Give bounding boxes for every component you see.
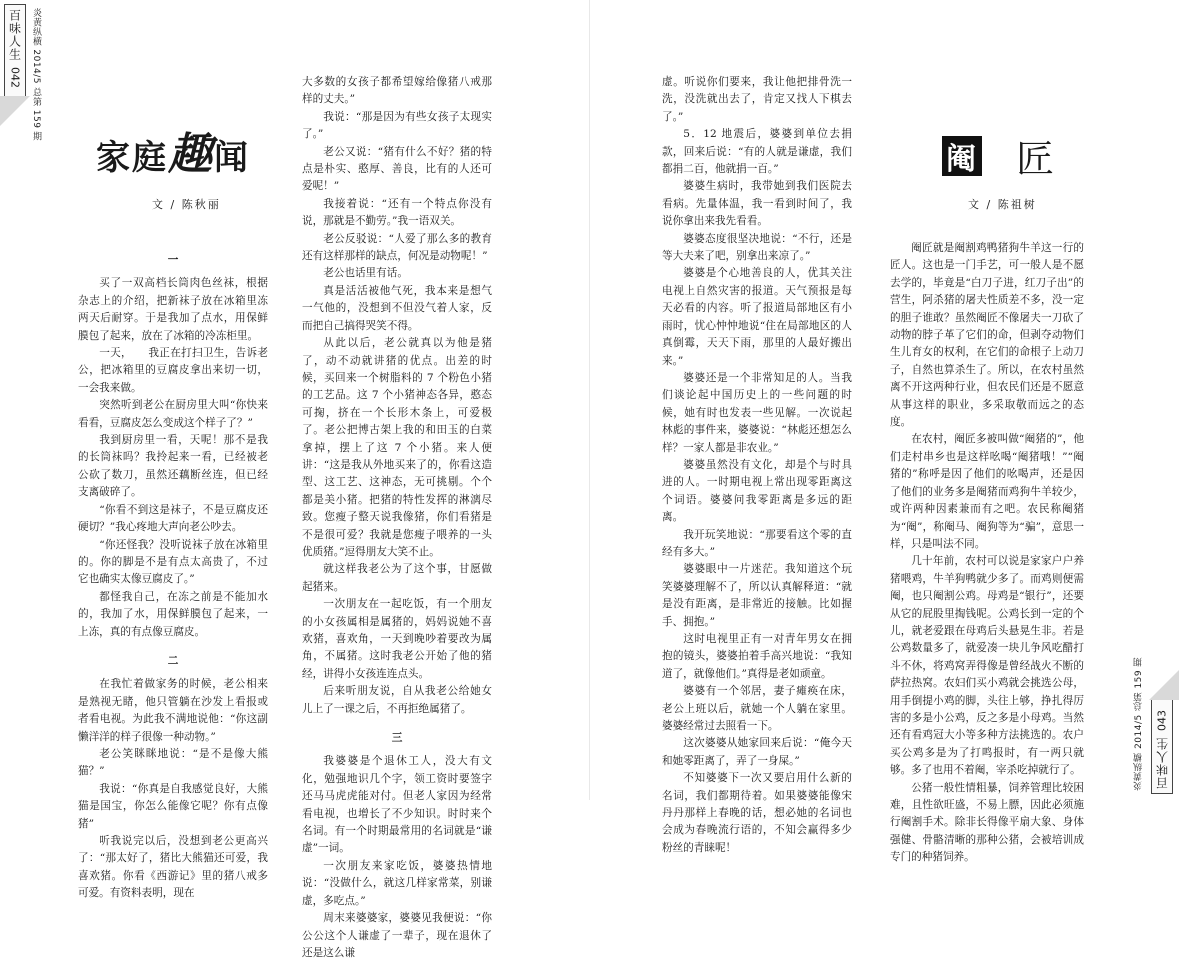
paragraph: 婆婆还是一个非常知足的人。当我们谈论起中国历史上的一些问题的时候，她有时也发表一些见解。一次说起林彪的事件来，婆婆说：“林彪还想怎么样？一家人都是非农业。” [662, 371, 852, 454]
author-byline: 文 / 陈秋丽 [152, 198, 221, 211]
paragraph: 从此以后，老公就真以为他是猪了，动不动就讲猪的优点。出差的时候，买回来一个树脂料的 7 个粉色小猪的工艺品。这 7 个小猪神态各异，憨态可掬，挤在一个长形木条上，可爱极了。老公把博古架上我的和田玉的白菜拿掉，摆上了这 7 个小猪。来人便讲：“这是我从外地买来了的，你看这造型、这工艺、这神态，无可挑剔。个个都是美小猪。把猪的特性发挥的淋漓尽致。您瘦子整天说我像猪，你们看猪是不是很可爱？我就是您瘦子喂养的一头优质猪。”逗得朋友大笑不止。 [302, 337, 492, 558]
title-text-2: 闻 [214, 138, 250, 178]
issue-info: 炎黄纵横 2014/5 总第 159 期 [31, 8, 41, 142]
paragraph: 公猪一般性情粗暴，饲养管理比较困难，且性欲旺盛，不易上膘，因此必须施行阉割手术。除非长得像平扇大象、身体强健、骨骼清晰的那种公猪，会被培训成专门的种猪饲养。 [890, 781, 1084, 864]
paragraph: 我说：“那是因为有些女孩子太现实了。” [302, 110, 492, 141]
paragraph: 老公笑眯眯地说：“是不是像大熊猫？” [78, 747, 268, 778]
corner-decoration-icon [0, 96, 60, 156]
paragraph: 突然听到老公在厨房里大叫“你快来看看，豆腐皮怎么变成这个样子了？” [78, 399, 268, 429]
paragraph: 大多数的女孩子都希望嫁给像猪八戒那样的丈夫。” [302, 76, 492, 106]
article-title [96, 118, 250, 182]
paragraph: 一次朋友来家吃饭，婆婆热情地说：“没做什么，就这几样家常菜，别谦虚，多吃点。” [302, 859, 492, 907]
paragraph: 婆婆虽然没有文化，却是个与时具进的人。一时期电视上常出现零距离这个词语。婆婆问我零距离是多远的距离。 [662, 458, 852, 524]
title-text: 匠 [1016, 137, 1057, 181]
right-page [590, 0, 1179, 864]
paragraph: 一天， 我正在打扫卫生，告诉老公，把冰箱里的豆腐皮拿出来切一切，一会我来做。 [78, 347, 268, 394]
paragraph: 不知婆婆下一次又要启用什么新的名词，我们都期待着。如果婆婆能像宋丹丹那样上春晚的话，想必她的名词也会成为春晚流行语的，不知会赢得多少粉丝的青睐呢！ [662, 772, 852, 854]
section-number: 二 [167, 654, 179, 667]
article-column [662, 74, 852, 857]
paragraph: 婆婆眼中一片迷茫。我知道这个玩笑婆婆理解不了，所以认真解释道：“就是没有距离，是非常近的接触。比如握手、拥抱。” [662, 563, 852, 628]
paragraph: 在农村，阉匠多被叫做“阉猪的”，他们走村串乡也是这样吆喝“阉猪哦！”“阉猪的”称呼是因了他们的吆喝声，还是因了他们的业务多是阉猪而鸡狗牛羊较少，或许两种因素兼而有之吧。农民称阉猪为“阉”，称阉马、阉狗等为“骗”，意思一样，只是叫法不同。 [890, 433, 1084, 550]
title-fancy-char: 趣 [168, 129, 214, 180]
paragraph: 我说：“你真是自我感觉良好，大熊猫是国宝，你怎么能像它呢？你有点像猪” [78, 782, 268, 830]
paragraph: 婆婆态度很坚决地说：“不行，还是等大夫来了吧，别拿出来凉了。” [662, 232, 852, 263]
paragraph: 这时电视里正有一对青年男女在拥抱的镜头，婆婆拍着手高兴地说：“我知道了，就像他们。”真得是老如顽童。 [662, 633, 852, 680]
paragraph: 后来听朋友说，自从我老公给她女儿上了一课之后，不再拒绝属猪了。 [302, 685, 492, 715]
paragraph: 虚。听说你们要来，我让他把排骨洗一洗，没洗就出去了，肯定又找人下棋去了。” [662, 76, 852, 123]
article-column [78, 240, 268, 903]
paragraph: “你还怪我？没听说袜子放在冰箱里的。你的脚是不是有点太高贵了，不过它也确实太像豆腐皮了。” [78, 538, 268, 586]
corner-decoration-icon [1119, 640, 1179, 700]
paragraph: 周末来婆婆家，婆婆见我便说：“你公公这个人谦虚了一辈子，现在退休了还是这么谦 [302, 912, 492, 959]
left-page [0, 0, 589, 959]
paragraph: 婆婆生病时，我带她到我们医院去看病。先量体温，我一看到时间了，我说你拿出来我先看看。 [662, 180, 852, 228]
paragraph: 一次朋友在一起吃饭，有一个朋友的小女孩属相是属猪的，妈妈说她不喜欢猪，喜欢角，一天到晚吵着要改为属角，不属猪。这时我老公开始了他的猪经，讲得小女孩连连点头。 [302, 598, 492, 680]
article-title [942, 128, 1056, 183]
section-tab-label: 百味人生 [1155, 737, 1170, 789]
paragraph: 几十年前，农村可以说是家家户户养猪喂鸡，牛羊狗鸭就少多了。而鸡则便需阉，也只阉割公鸡。母鸡是“银行”，还要从它的屁股里掏钱呢。公鸡长到一定的个儿，就老爱跟在母鸡后头悬晃生非。若是公鸡数量多了，就爱凑一块儿争风吃醋打斗不休，将鸡窝弄得像是曾经战火不断的萨拉热窝。农妇们买小鸡就会挑选公母，用手倒提小鸡的脚，头往上够，挣扎得厉害的多是小公鸡，反之多是小母鸡。当然还有看鸡冠大小等多种方法挑选的。农户买公鸡多是为了打鸣报时，有一两只就够。多了也用不着阉，宰杀吃掉就行了。 [890, 555, 1084, 777]
paragraph: 我开玩笑地说：“那要看这个零的直经有多大。” [662, 528, 852, 558]
page-number: 042 [8, 67, 22, 88]
section-number: 一 [167, 254, 179, 266]
paragraph: 老公又说：“猪有什么不好？猪的特点是朴实、憨厚、善良，比有的人还可爱呢！” [302, 145, 492, 193]
title-text-1: 家庭 [96, 138, 168, 178]
paragraph: “你看不到这是袜子，不是豆腐皮还硬切？”我心疼地大声向老公吵去。 [78, 503, 268, 534]
paragraph: 都怪我自己，在冻之前是不能加水的，我加了水，用保鲜膜包了起来，一上冻，真的有点像豆腐皮。 [78, 590, 268, 638]
paragraph: 真是活活被他气死，我本来是想气一气他的，没想到不但没气着人家，反而把自己搞得哭笑不得。 [302, 284, 492, 332]
paragraph: 我接着说：“还有一个特点你没有说，那就是不勤劳。”我一语双关。 [302, 197, 492, 228]
section-tab [1151, 698, 1173, 794]
paragraph: 我到厨房里一看，天呢！那不是我的长筒袜吗？我拎起来一看，已经被老公砍了数刀，虽然还藕断丝连，但已经支离破碎了。 [78, 434, 268, 499]
paragraph: 老公反驳说：“人爱了那么多的教育还有这样那样的缺点，何况是动物呢！” [302, 232, 492, 263]
paragraph: 阉匠就是阉割鸡鸭猪狗牛羊这一行的匠人。这也是一门手艺，可一般人是不愿去学的，毕竟是“白刀子进，红刀子出”的营生，阿杀猪的屠夫性质差不多，没一定的胆子谁敢？虽然阉匠不像屠夫一刀砍了动物的脖子革了它们的命，但剥夺动物们生儿育女的权利，在它们的命根子上动刀子，自然也算杀生了。所以，在农村虽然离不开这两种行业，但农民们还是不愿意从事这样的职业，多采取敬而远之的态度。 [890, 242, 1084, 429]
paragraph: 婆婆是个心地善良的人，优其关注电视上自然灾害的报道。天气预报是每天必看的内容。听了报道局部地区有小雨时，忧心忡忡地说“住在局部地区的人真倒霉，天天下雨，那里的人最好搬出来。” [662, 267, 852, 367]
paragraph: 听我说完以后，没想到老公更高兴了：“那太好了，猪比大熊猫还可爱，我喜欢猪。你看《西游记》里的猪八戒多可爱。有资料表明，现在 [78, 835, 268, 900]
page-number: 043 [1155, 710, 1169, 731]
author-byline: 文 / 陈祖树 [968, 198, 1037, 211]
paragraph: 我婆婆是个退休工人，没大有文化，勉强地识几个字，领工资时要签字还马马虎虎能对付。但老人家因为经常看电视，也增长了不少知识。时时来个名词。有一个时期最常用的名词就是“谦虚”一词。 [302, 755, 492, 855]
section-tab-label: 百味人生 [7, 9, 22, 61]
paragraph: 在我忙着做家务的时候，老公相来是熟视无睹，他只管躺在沙发上看报或者看电视。为此我不满地说他：“你这副懒洋洋的样子很像一种动物。” [78, 678, 268, 743]
paragraph: 买了一双高档长筒肉色丝袜，根据杂志上的介绍，把新袜子放在冰箱里冻两天后耐穿。于是我加了点水，用保鲜膜包了起来，放在了冰箱的冷冻柜里。 [78, 277, 268, 342]
paragraph: 5．12 地震后，婆婆到单位去捐款，回来后说：“有的人就是谦虚，我们都捐二百，他就捐一百。” [662, 128, 852, 176]
section-number: 三 [391, 732, 403, 745]
article-column [890, 240, 1084, 867]
paragraph: 这次婆婆从她家回来后说：“俺今天和她零距离了，弄了一身屎。” [662, 737, 852, 767]
article-column [302, 74, 492, 962]
title-box-char: 阉 [942, 136, 982, 176]
paragraph: 老公也话里有话。 [323, 267, 408, 280]
section-tab [4, 4, 26, 100]
issue-info: 炎黄纵横 2014/5 总第 159 期 [1134, 656, 1144, 790]
paragraph: 就这样我老公为了这个事，甘愿做起猪来。 [302, 563, 492, 593]
paragraph: 婆婆有一个邻居，妻子瘫痪在床，老公上班以后，就她一个人躺在家里。婆婆经常过去照看一下。 [662, 685, 852, 733]
